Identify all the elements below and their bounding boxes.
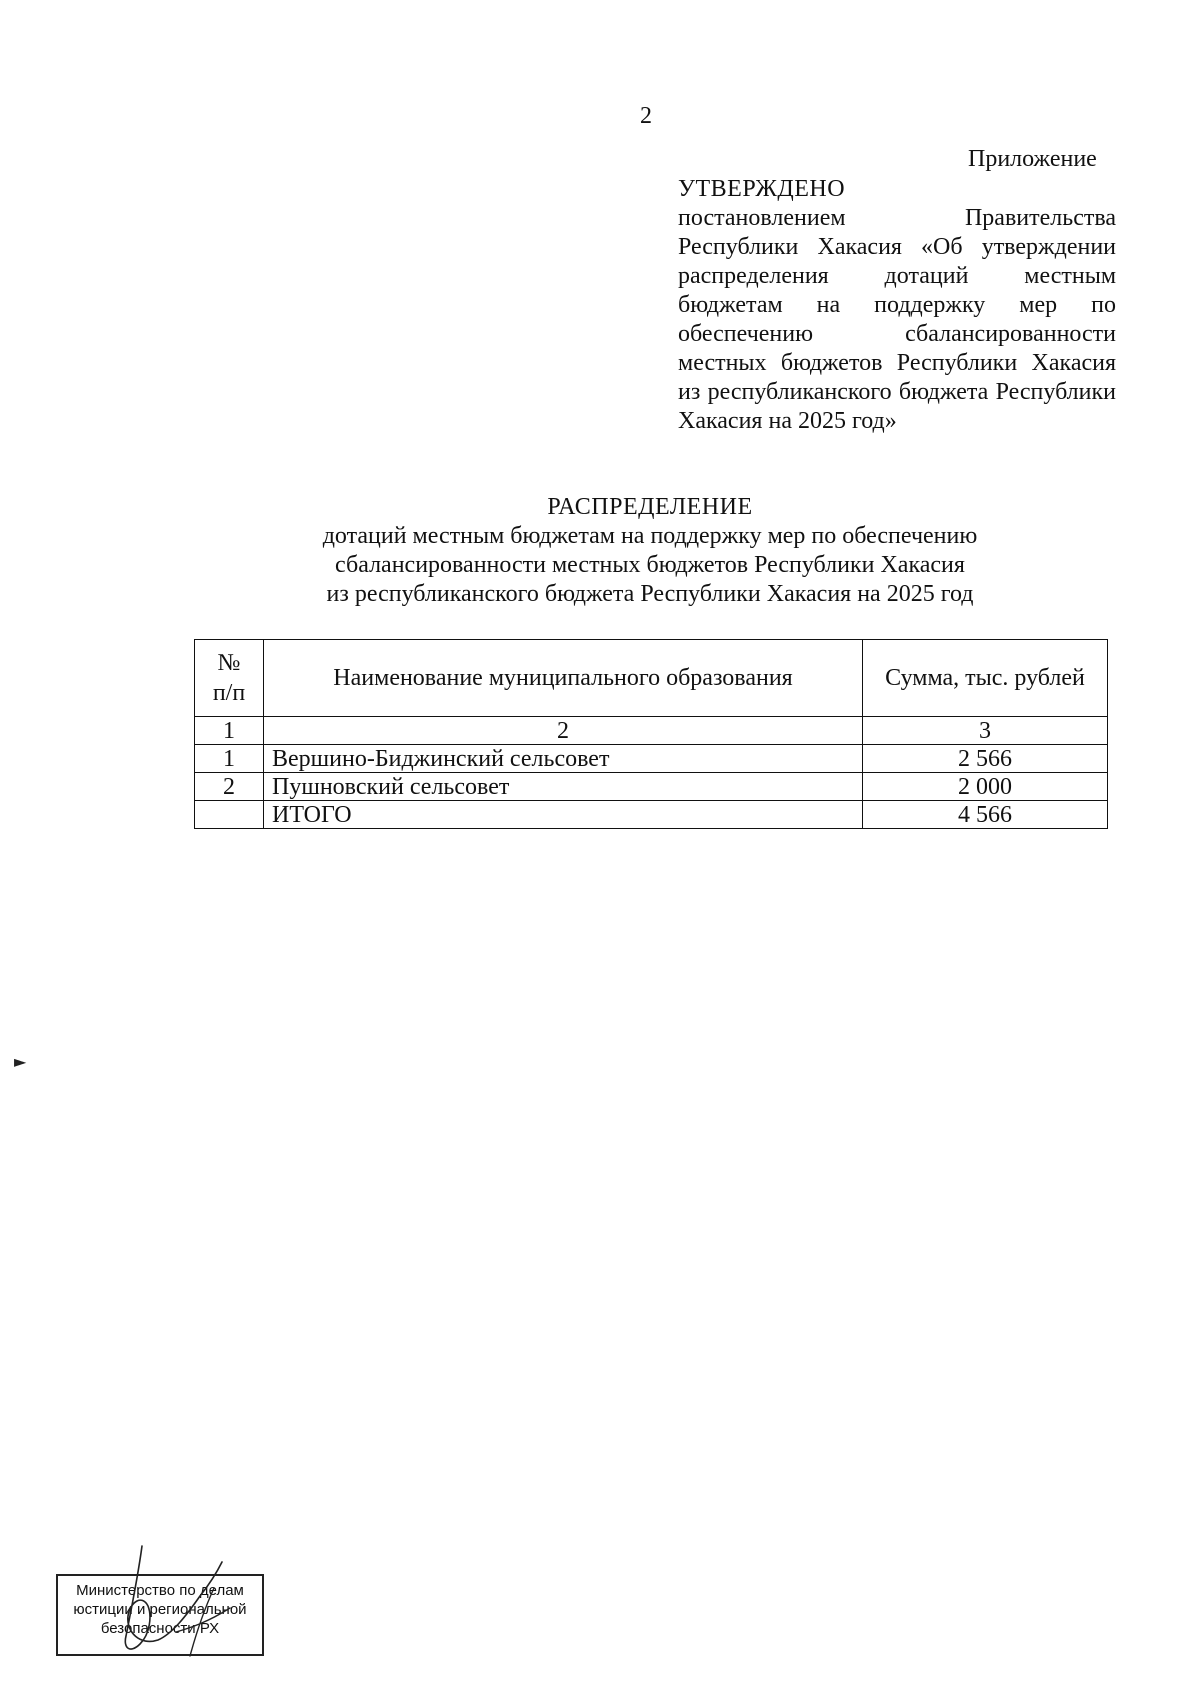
page-number: 2 bbox=[640, 103, 652, 129]
header-number-abbrev: п/п bbox=[212, 680, 246, 706]
approval-title: УТВЕРЖДЕНО bbox=[678, 176, 846, 202]
total-sum: 4 566 bbox=[863, 801, 1108, 829]
ministry-stamp bbox=[56, 1574, 264, 1656]
column-index-1: 1 bbox=[195, 717, 264, 745]
column-index-2: 2 bbox=[264, 717, 863, 745]
row-number bbox=[195, 801, 264, 829]
table-row bbox=[195, 745, 1108, 773]
row-name: Вершино-Биджинский сельсовет bbox=[264, 745, 863, 773]
approval-block bbox=[678, 175, 1116, 436]
header-sum: Сумма, тыс. рублей bbox=[863, 640, 1108, 717]
document-heading bbox=[290, 493, 1010, 609]
heading-title: РАСПРЕДЕЛЕНИЕ bbox=[547, 494, 753, 520]
row-number: 2 bbox=[195, 773, 264, 801]
total-label: ИТОГО bbox=[264, 801, 863, 829]
distribution-table bbox=[194, 639, 1108, 829]
heading-line: сбалансированности местных бюджетов Республики Хакасия bbox=[335, 552, 965, 578]
heading-line: дотаций местным бюджетам на поддержку мер по обеспечению bbox=[322, 523, 978, 549]
table-row bbox=[195, 773, 1108, 801]
appendix-label: Приложение bbox=[968, 146, 1097, 172]
row-name: Пушновский сельсовет bbox=[264, 773, 863, 801]
header-number bbox=[195, 640, 264, 717]
header-name: Наименование муниципального образования bbox=[264, 640, 863, 717]
table-header-row bbox=[195, 640, 1108, 717]
header-number-symbol: № bbox=[217, 650, 241, 676]
stamp-line: Министерство по делам bbox=[76, 1582, 244, 1599]
row-sum: 2 566 bbox=[863, 745, 1108, 773]
scan-margin-mark: ► bbox=[14, 1052, 27, 1071]
distribution-table-wrapper bbox=[194, 639, 1108, 829]
table-total-row bbox=[195, 801, 1108, 829]
heading-line: из республиканского бюджета Республики Хакасия на 2025 год bbox=[326, 581, 974, 607]
row-sum: 2 000 bbox=[863, 773, 1108, 801]
column-index-3: 3 bbox=[863, 717, 1108, 745]
row-number: 1 bbox=[195, 745, 264, 773]
approval-text: постановлением Правительства Республики Хакасия «Об утверждении распределения дотаций местным бюджетам на поддержку мер по обеспечению сбалансированности местных бюджетов Республики Хакасия из республиканского бюджета Республики Хакасия на 2025 год» bbox=[678, 205, 1116, 434]
column-index-row bbox=[195, 717, 1108, 745]
stamp-line: юстиции и региональной bbox=[73, 1601, 247, 1618]
stamp-line: безопасности РХ bbox=[100, 1620, 220, 1637]
